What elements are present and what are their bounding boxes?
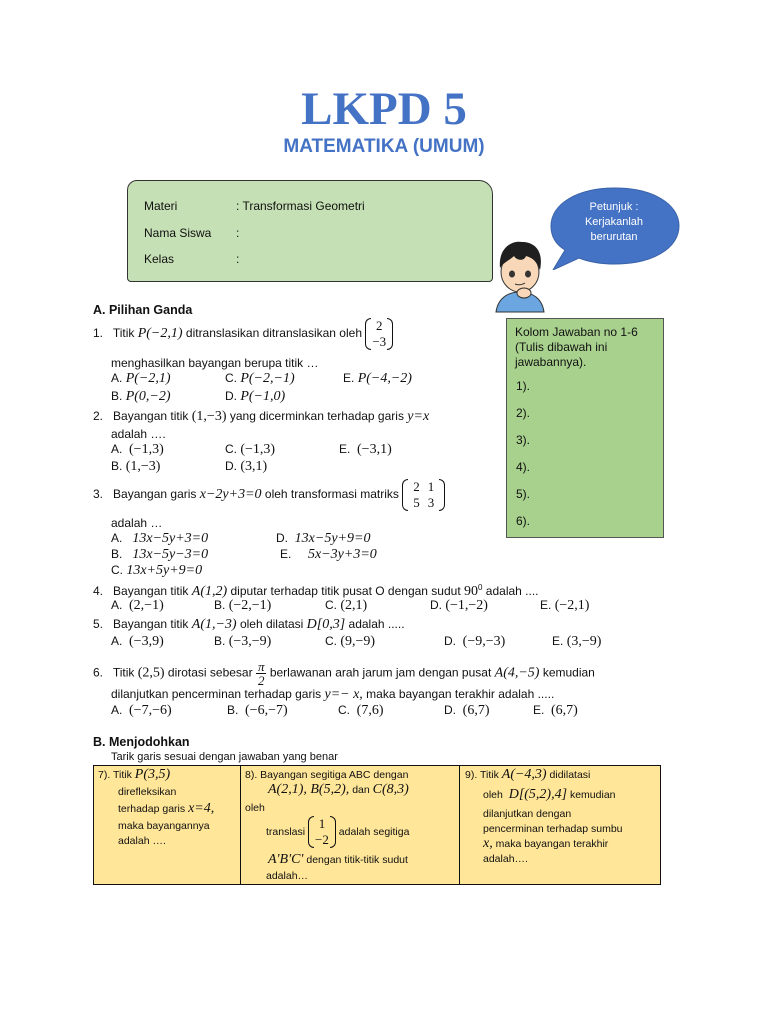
question-6 [93, 660, 595, 687]
q3-c-value: 13x+5y+9=0 [126, 563, 203, 578]
q2-c-letter: C. [225, 442, 237, 456]
q3-b-letter: B. [111, 547, 123, 561]
q4-c-value: (2,1) [340, 598, 368, 613]
q5-e-letter: E. [552, 634, 564, 648]
section-b-title: B. Menjodohkan [93, 735, 190, 749]
q2-pre: Bayangan titik [113, 409, 189, 423]
q2-a-letter: A. [111, 442, 123, 456]
c8-dan: dan [352, 784, 370, 796]
q6-line2a: dilanjutkan pencerminan terhadap garis [111, 687, 322, 701]
answer-2: 2). [516, 406, 531, 420]
q4-a-value: (2,−1) [129, 598, 164, 613]
c9-x: x, [483, 836, 493, 851]
q4-option-b [214, 598, 271, 614]
c7-line-eq: x=4, [188, 801, 215, 816]
c9-kemudian: kemudian [569, 789, 616, 801]
q2-option-c [225, 442, 275, 458]
q6-mid: dirotasi sebesar [167, 665, 253, 680]
question-5 [93, 617, 405, 632]
c8-points: A(2,1), B(5,2), [268, 782, 350, 797]
c7-line1 [98, 768, 170, 782]
info-box [127, 180, 493, 282]
c8-segitiga: adalah segitiga [338, 825, 410, 838]
answer-4: 4). [516, 460, 531, 474]
kelas-row [144, 252, 239, 266]
q1-option-c [225, 371, 295, 387]
q4-degree: 0 [478, 583, 483, 592]
q5-a-value: (−3,9) [129, 634, 164, 649]
c8-line4 [266, 816, 409, 848]
c9-point: A(−4,3) [501, 767, 547, 782]
q5-a-letter: A. [111, 634, 123, 648]
q5-pre: Bayangan titik [113, 617, 189, 631]
q3-equation: x−2y+3=0 [199, 487, 262, 503]
c7-point: P(3,5) [134, 767, 171, 782]
q4-d-letter: D. [430, 598, 442, 612]
q3-option-d [276, 531, 370, 547]
q6-d-value: (6,7) [462, 703, 490, 718]
q1-c-value: P(−2,−1) [240, 371, 295, 386]
q1-matrix-bottom: −3 [372, 334, 387, 349]
match-cell-7 [94, 766, 241, 884]
q2-option-a [111, 442, 164, 458]
q5-c-value: (9,−9) [340, 634, 376, 649]
q5-option-e [552, 634, 601, 650]
c9-line1 [465, 768, 590, 782]
q5-option-c [325, 634, 375, 650]
q6-d-letter: D. [444, 703, 456, 717]
c7-prefix: 7). Titik [98, 769, 132, 781]
q3-m12: 1 [427, 479, 435, 494]
q3-c-letter: C. [111, 563, 123, 577]
q4-e-letter: E. [540, 598, 552, 612]
q1-matrix [365, 318, 393, 350]
q4-option-c [325, 598, 367, 614]
q5-option-b [214, 634, 271, 650]
c9-line5 [483, 837, 608, 851]
q6-post: kemudian [542, 665, 595, 680]
q6-option-d [444, 703, 490, 719]
q4-option-e [540, 598, 589, 614]
c8-line5 [268, 853, 408, 867]
c8-oleh: oleh [245, 802, 265, 814]
q5-number: 5. [93, 617, 104, 631]
q2-e-letter: E. [339, 442, 351, 456]
q6-fraction [256, 660, 267, 687]
thinking-boy-icon [490, 236, 550, 316]
q6-b-letter: B. [227, 703, 239, 717]
q6-line2c: maka bayangan terakhir adalah ..... [366, 687, 555, 701]
page-title: LKPD 5 [301, 83, 467, 135]
question-2 [93, 409, 429, 424]
q4-e-value: (−2,1) [554, 598, 590, 613]
q6-c-value: (7,6) [356, 703, 384, 718]
section-a-title: A. Pilihan Ganda [93, 303, 193, 317]
q6-e-letter: E. [533, 703, 545, 717]
q6-a-value: (−7,−6) [129, 703, 172, 718]
materi-row [144, 199, 365, 213]
q6-a-letter: A. [111, 703, 123, 717]
q3-option-e [280, 547, 377, 563]
q4-angle: 90 [464, 584, 478, 599]
q1-b-letter: B. [111, 389, 123, 403]
q4-d-value: (−1,−2) [445, 598, 488, 613]
q4-point: A(1,2) [191, 584, 228, 599]
q2-line2: adalah …. [111, 427, 166, 441]
q2-b-letter: B. [111, 459, 123, 473]
q2-point: (1,−3) [191, 409, 227, 424]
q2-d-letter: D. [225, 459, 237, 473]
q4-b-letter: B. [214, 598, 226, 612]
q3-b-value: 13x−5y−3=0 [132, 547, 209, 562]
q1-a-value: P(−2,1) [125, 371, 171, 386]
q5-dilation: D[0,3] [306, 617, 346, 632]
c7-line4: maka bayangannya [118, 820, 210, 832]
q1-line2: menghasilkan bayangan berupa titik … [111, 356, 319, 370]
q1-d-value: P(−1,0) [240, 389, 286, 404]
q4-option-a [111, 598, 164, 614]
c8-abc: A'B'C' [268, 852, 304, 867]
q1-pre: Titik [112, 326, 135, 341]
c9-maka: maka bayangan terakhir [495, 838, 609, 850]
c9-line6: adalah…. [483, 853, 528, 865]
q2-number: 2. [93, 409, 104, 423]
c9-line4: pencerminan terhadap sumbu [483, 823, 623, 835]
match-cell-9 [459, 766, 659, 884]
c8-end: adalah… [266, 870, 309, 882]
c8-point-c: C(8,3) [372, 782, 409, 797]
q6-option-a [111, 703, 172, 719]
answer-6: 6). [516, 514, 531, 528]
c7-line3 [118, 802, 214, 816]
q5-option-a [111, 634, 164, 650]
c8-sudut: dengan titik-titik sudut [306, 854, 408, 866]
q2-c-value: (−1,3) [240, 442, 276, 457]
bubble-text [555, 200, 673, 245]
answer-box-heading: Kolom Jawaban no 1-6 (Tulis dibawah ini jawabannya). [515, 325, 638, 369]
q3-option-c [111, 563, 202, 579]
match-cell-8 [240, 766, 460, 884]
q1-option-d [225, 389, 285, 405]
c9-oleh: oleh [483, 789, 503, 801]
c7-line2: direfleksikan [118, 786, 177, 798]
q6-center: A(4,−5) [494, 665, 540, 681]
q4-number: 4. [93, 584, 104, 598]
answer-3: 3). [516, 433, 531, 447]
c8-line2 [268, 783, 409, 797]
q1-option-a [111, 371, 171, 387]
q3-d-letter: D. [276, 531, 288, 545]
materi-value: : Transformasi Geometri [236, 199, 365, 213]
q2-b-value: (1,−3) [125, 459, 161, 474]
q3-m22: 3 [427, 495, 435, 510]
q4-a-letter: A. [111, 598, 123, 612]
q1-b-value: P(0,−2) [125, 389, 171, 404]
q6-b-value: (−6,−7) [245, 703, 288, 718]
c9-line2 [483, 788, 616, 802]
q6-mid2: berlawanan arah jarum jam dengan pusat [269, 665, 492, 680]
q5-option-d [444, 634, 505, 650]
q1-d-letter: D. [225, 389, 237, 403]
q6-line2 [111, 687, 554, 702]
nama-label: Nama Siswa [144, 226, 212, 240]
answer-1: 1). [516, 379, 531, 393]
q3-pre: Bayangan garis [113, 487, 197, 502]
nama-row [144, 226, 239, 240]
q1-matrix-top: 2 [376, 318, 383, 333]
q4-pre: Bayangan titik [113, 584, 189, 598]
q6-option-c [338, 703, 384, 719]
q6-option-b [227, 703, 288, 719]
q1-a-letter: A. [111, 371, 123, 385]
page-subtitle: MATEMATIKA (UMUM) [283, 136, 485, 157]
q1-mid: ditranslasikan ditranslasikan oleh [185, 326, 362, 341]
q5-mid: oleh dilatasi [239, 617, 304, 631]
q3-m11: 2 [413, 479, 420, 494]
bubble-line-2: Kerjakanlah [584, 216, 644, 228]
q3-line2: adalah … [111, 516, 163, 530]
kelas-value: : [236, 252, 240, 266]
q6-number: 6. [93, 665, 104, 680]
q4-c-letter: C. [325, 598, 337, 612]
q6-option-e [533, 703, 578, 719]
q6-frac-den: 2 [257, 673, 265, 688]
q5-d-letter: D. [444, 634, 456, 648]
answer-5: 5). [516, 487, 531, 501]
q5-point: A(1,−3) [191, 617, 237, 632]
q3-a-letter: A. [111, 531, 123, 545]
q3-e-letter: E. [280, 547, 292, 561]
q3-mid: oleh transformasi matriks [264, 487, 399, 502]
q6-line2b: y=− x, [324, 687, 363, 702]
q6-c-letter: C. [338, 703, 350, 717]
c9-prefix: 9). Titik [465, 769, 499, 781]
q3-option-a [111, 531, 208, 547]
matching-table [93, 765, 661, 885]
q5-b-letter: B. [214, 634, 226, 648]
q1-number: 1. [93, 326, 104, 341]
q5-e-value: (3,−9) [566, 634, 602, 649]
c8-line1: 8). Bayangan segitiga ABC dengan [245, 769, 409, 781]
question-3 [93, 479, 445, 511]
c8-matrix [308, 816, 336, 848]
q2-option-b [111, 459, 160, 475]
q3-option-b [111, 547, 208, 563]
q4-mid: diputar terhadap titik pusat O dengan sudut [230, 584, 461, 598]
q1-e-value: P(−4,−2) [357, 371, 412, 386]
q2-d-value: (3,1) [240, 459, 268, 474]
nama-value: : [236, 226, 240, 240]
q2-option-e [339, 442, 392, 458]
q3-number: 3. [93, 487, 104, 502]
question-4 [93, 581, 539, 599]
q1-option-e [343, 371, 412, 387]
q6-pre: Titik [112, 665, 135, 680]
c8-matrix-bottom: −2 [315, 832, 329, 847]
bubble-line-1: Petunjuk : [589, 201, 639, 213]
c7-garis: terhadap garis [118, 803, 186, 815]
q3-matrix-grid [409, 479, 438, 511]
c8-translasi: translasi [266, 825, 306, 838]
bubble-line-3: berurutan [590, 231, 638, 243]
q5-c-letter: C. [325, 634, 337, 648]
q2-mid: yang dicerminkan terhadap garis [229, 409, 404, 423]
c9-dilation: D[(5,2),4] [508, 787, 568, 802]
question-1 [93, 318, 393, 350]
q6-point: (2,5) [137, 665, 165, 681]
c9-line3: dilanjutkan dengan [483, 808, 572, 820]
q4-b-value: (−2,−1) [228, 598, 272, 613]
c7-line5: adalah …. [118, 835, 166, 847]
c8-matrix-top: 1 [318, 816, 326, 831]
q5-b-value: (−3,−9) [228, 634, 272, 649]
q4-post: adalah .... [485, 584, 539, 598]
q1-point: P(−2,1) [137, 326, 183, 342]
q3-a-value: 13x−5y+3=0 [132, 531, 209, 546]
answer-box [506, 318, 664, 538]
q6-e-value: (6,7) [551, 703, 578, 718]
q2-a-value: (−1,3) [129, 442, 164, 457]
q1-option-b [111, 389, 171, 405]
q2-e-value: (−3,1) [357, 442, 392, 457]
q5-post: adalah ..... [348, 617, 405, 631]
q1-e-letter: E. [343, 371, 355, 385]
q3-d-value: 13x−5y+9=0 [294, 531, 371, 546]
q4-option-d [430, 598, 488, 614]
c9-didilatasi: didilatasi [549, 769, 591, 781]
kelas-label: Kelas [144, 252, 175, 266]
section-b-instruction: Tarik garis sesuai dengan jawaban yang benar [111, 751, 338, 763]
q2-line: y=x [407, 409, 430, 424]
q5-d-value: (−9,−3) [462, 634, 506, 649]
q2-option-d [225, 459, 267, 475]
q6-frac-num: π [257, 659, 265, 674]
q3-m21: 5 [413, 495, 420, 510]
q1-c-letter: C. [225, 371, 237, 385]
q3-matrix [402, 479, 445, 511]
materi-label: Materi [144, 199, 178, 213]
q3-e-value: 5x−3y+3=0 [308, 547, 377, 562]
